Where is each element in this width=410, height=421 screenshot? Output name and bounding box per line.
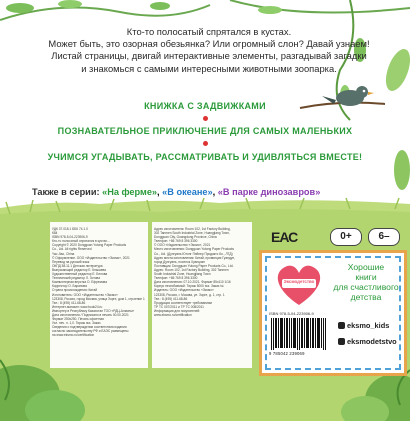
social-instagram xyxy=(338,321,389,330)
series-line xyxy=(32,187,392,197)
publisher-card xyxy=(259,250,407,376)
social-handle: eksmo_kids xyxy=(347,321,390,330)
isbn-label: ISBN 978-5-04-223906-9 xyxy=(269,311,314,316)
eac-mark-icon: ЕАС xyxy=(271,229,298,245)
bullet-dot xyxy=(203,141,208,146)
social-vk xyxy=(338,337,397,346)
highlight-line: УЧИМСЯ УГАДЫВАТЬ, РАССМАТРИВАТЬ И УДИВЛЯТЬСЯ ВМЕСТЕ! xyxy=(47,152,363,162)
tagline-line: для счастливого xyxy=(333,282,399,292)
instagram-icon xyxy=(338,322,345,329)
intro-line: Кто-то полосатый спрятался в кустах. xyxy=(126,26,292,37)
tagline-line: книги xyxy=(355,272,377,282)
stamp-icon xyxy=(271,259,327,309)
intro-line: и знакомься с самыми интересными животными зоопарка. xyxy=(81,62,337,74)
social-handle: eksmodetstvo xyxy=(347,337,397,346)
series-separator: , xyxy=(157,187,163,197)
series-item: «В океане» xyxy=(162,187,213,197)
series-label: Также в серии: xyxy=(32,187,103,197)
series-item: «На ферме» xyxy=(102,187,158,197)
card-tagline xyxy=(328,262,404,302)
barcode-number: 9 785042 239069 xyxy=(269,351,305,356)
highlight-line: КНИЖКА С ЗАДВИЖКАМИ xyxy=(144,101,266,111)
series-separator: , xyxy=(212,187,218,197)
bullet-dot xyxy=(203,116,208,121)
imprint-right: Адрес изготовителя: Room 102, 1st Factory Building, 302 Tanmen South Industrial Zone, Huangjiang Town, Dongguan City, Guangdong Province, China Телефон: +86 769 8 396 3300 © ООО «Издательство «Эксмо», 2021 Место изготовления: Dongguan Yutong Paper Products Co., Ltd. (Дунгуань Ютонг Пэйпер Продактс Ко., ЛТД) Адрес места изготовления: Китай, провинция Гуандун, город Дунгуань, поселок Хуанцзян Поставщик: Dongguan Yutong Paper Products Co., Ltd. Адрес: Room 102, 1st Factory Building, 302 Tanmen South Industrial Zone, Huangjiang Town Телефон: +86 769 8 396 3300 Дата изготовления: 07.10.2021. Формат 85х110 1/16 Корпус несгибаемый. Тираж 5000 экз. Заказ № Издатель: ООО «Издательство «Эксмо» 123308, Россия, г. Москва, ул. Зорге, д. 1, стр. 1 Тел.: 8 (495) 411-68-86 Продукция соответствует требованиям ТР ТС 007/2011 и ТР ТС 008/2011 Информация для покупателей: www.eksmo.ru/certification xyxy=(154,227,235,317)
highlight-line: ПОЗНАВАТЕЛЬНОЕ ПРИКЛЮЧЕНИЕ ДЛЯ САМЫХ МАЛЕНЬКИХ xyxy=(57,126,353,136)
series-item: «В парке динозавров» xyxy=(217,187,321,197)
barcode-icon xyxy=(269,317,329,351)
imprint-left: УДК 37.018.1 ББК 74.1.0 К84 ISBN 978-5-04-223906-9 Кто-то полосатый спрятался в кустах... Copyright © 2020 Dongguan Yutong Paper Products Co., Ltd. All rights Reserved Yao Jiao, China © Оформление. ООО «Издательство «Эксмо», 2021 Перевод на русский язык ОКПД 58.11.1 Детская литература Выпускающий редактор Е. Кнышева Художественный редактор Е. Белова Технический редактор Л. Зотова Компьютерная верстка О. Ефремова Корректор О. Баранова Страна происхождения: Китай Изготовитель: ООО «Издательство «Эксмо» 123308, Россия, город Москва, улица Зорге, дом 1, строение 1 Тел.: 8 (495) 411-68-86 Интернет-магазин: www.book24.ru Импортер в Республику Казахстан ТОО «РДЦ-Алматы» Дата изготовления / Подписано в печать 00.00.2021 Формат 250x250. Печать офсетная Усл. печ. л. 1,0. Тираж экз. Заказ Сведения о подтверждении соответствия издания согласно законодательству РФ и ЕАЭС размещены на www.eksmo.ru/certification xyxy=(52,227,145,338)
age-badge-secondary: 6– xyxy=(368,228,400,246)
vk-icon xyxy=(338,338,345,345)
tagline-line: детства xyxy=(350,292,382,302)
stamp-text: Эксмодетство xyxy=(283,279,315,284)
intro-text xyxy=(44,26,374,75)
intro-line: Листай страницы, двигай интерактивные элементы, разгадывай загадки xyxy=(51,50,367,62)
intro-line: Может быть, это озорная обезьянка? Или огромный слон? Давай узнаем! xyxy=(48,38,370,50)
age-badge: 0+ xyxy=(330,228,362,246)
tagline-line: Хорошие xyxy=(347,262,385,272)
